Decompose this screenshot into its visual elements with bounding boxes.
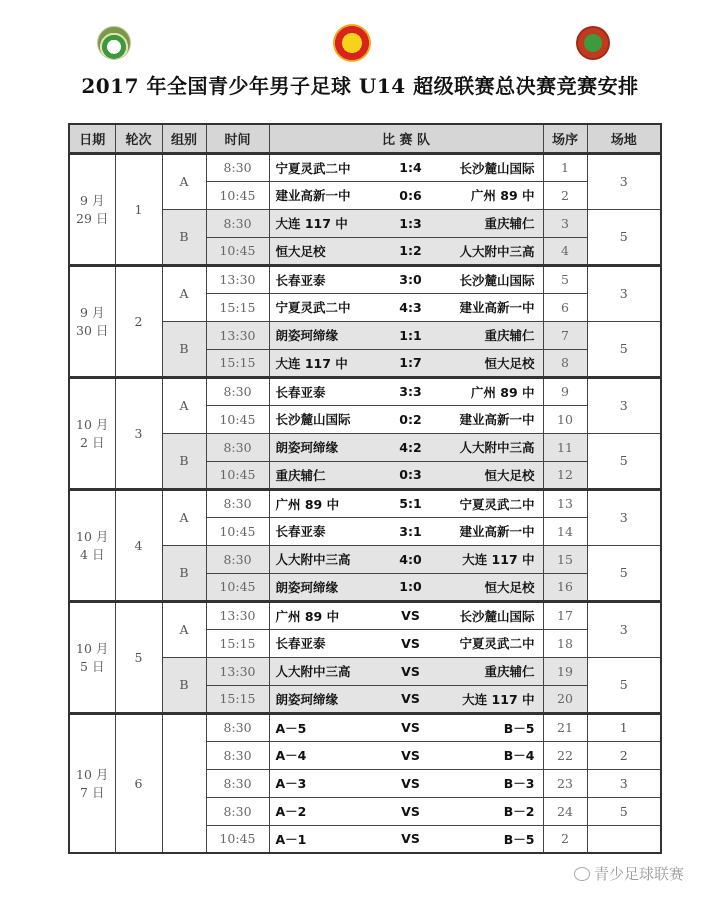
- away-team: 人大附中三高: [459, 243, 535, 259]
- date-day: 7 日: [80, 785, 105, 801]
- col-header-time: 时间: [206, 124, 269, 153]
- time-cell: 8:30: [206, 377, 269, 405]
- home-team: 大连 117 中: [275, 216, 348, 231]
- round-cell: 6: [115, 713, 162, 853]
- match-score: 3:3: [399, 384, 422, 399]
- home-team: A－2: [275, 804, 307, 819]
- venue-cell: 3: [587, 265, 661, 321]
- away-team: 长沙麓山国际: [459, 272, 535, 288]
- round-cell: 4: [115, 489, 162, 601]
- table-row: [69, 377, 661, 405]
- group-cell: A: [162, 601, 206, 657]
- time-cell: 10:45: [206, 825, 269, 853]
- match-teams: [270, 607, 543, 625]
- group-cell: A: [162, 489, 206, 545]
- match-teams: [270, 383, 543, 401]
- away-team: 恒大足校: [484, 355, 535, 371]
- time-cell: 10:45: [206, 573, 269, 601]
- match-teams: [270, 830, 543, 848]
- seq-cell: 8: [543, 349, 587, 377]
- time-cell: 13:30: [206, 601, 269, 629]
- away-team: B－2: [503, 804, 535, 819]
- venue-cell: 3: [587, 153, 661, 209]
- time-cell: 13:30: [206, 657, 269, 685]
- match-score: 1:7: [399, 355, 422, 370]
- match-teams: [270, 326, 543, 344]
- away-team: 广州 89 中: [470, 384, 535, 400]
- group-cell: [162, 713, 206, 853]
- match-teams: [270, 578, 543, 596]
- col-header-venue: 场地: [587, 124, 661, 153]
- time-cell: 10:45: [206, 405, 269, 433]
- date-cell: [69, 713, 115, 853]
- venue-cell: 5: [587, 321, 661, 377]
- match-cell: [269, 209, 543, 237]
- match-cell: [269, 769, 543, 797]
- home-team: 宁夏灵武二中: [275, 160, 351, 176]
- away-team: 建业高新一中: [459, 524, 535, 539]
- watermark-text: 青少足球联赛: [594, 865, 685, 883]
- match-score: VS: [401, 775, 420, 791]
- seq-cell: 17: [543, 601, 587, 629]
- date-month: 10 月: [76, 767, 109, 783]
- home-team: 朗姿珂缔缘: [275, 328, 339, 343]
- seq-cell: 14: [543, 517, 587, 545]
- away-team: 大连 117 中: [462, 552, 535, 567]
- date-cell: [69, 377, 115, 489]
- col-header-match: 比 赛 队: [269, 124, 543, 153]
- match-cell: [269, 489, 543, 517]
- col-header-date: 日期: [69, 124, 115, 153]
- home-team: 广州 89 中: [275, 496, 340, 512]
- match-score: VS: [401, 691, 420, 706]
- seq-cell: 1: [543, 153, 587, 181]
- away-team: 宁夏灵武二中: [459, 636, 535, 651]
- match-cell: [269, 349, 543, 377]
- time-cell: 8:30: [206, 209, 269, 237]
- date-month: 10 月: [76, 529, 109, 544]
- match-teams: [270, 298, 543, 316]
- home-team: 朗姿珂缔缘: [275, 691, 339, 707]
- home-team: 朗姿珂缔缘: [275, 579, 339, 595]
- seq-cell: 21: [543, 713, 587, 741]
- seq-cell: 11: [543, 433, 587, 461]
- match-teams: [270, 159, 543, 177]
- match-score: 1:1: [399, 327, 422, 343]
- seq-cell: 3: [543, 209, 587, 237]
- time-cell: 8:30: [206, 741, 269, 769]
- match-score: 1:4: [399, 160, 422, 175]
- time-cell: 15:15: [206, 629, 269, 657]
- match-cell: [269, 601, 543, 629]
- home-team: 长春亚泰: [275, 384, 326, 400]
- home-team: 人大附中三高: [275, 664, 351, 679]
- home-team: 大连 117 中: [275, 355, 348, 371]
- match-cell: [269, 825, 543, 853]
- seq-cell: 23: [543, 769, 587, 797]
- home-team: 重庆辅仁: [275, 467, 326, 483]
- home-team: 广州 89 中: [275, 608, 340, 624]
- away-team: 长沙麓山国际: [459, 160, 535, 176]
- match-teams: [270, 271, 543, 289]
- seq-cell: 15: [543, 545, 587, 573]
- col-header-round: 轮次: [115, 124, 162, 153]
- venue-cell: 5: [587, 545, 661, 601]
- venue-cell: 3: [587, 769, 661, 797]
- home-team: 建业高新一中: [275, 188, 351, 203]
- match-teams: [270, 802, 543, 820]
- home-team: 长春亚泰: [275, 636, 326, 651]
- home-team: 长春亚泰: [275, 272, 326, 288]
- group-cell: B: [162, 433, 206, 489]
- away-team: 广州 89 中: [470, 188, 535, 203]
- venue-cell: 5: [587, 657, 661, 713]
- table-row: [69, 713, 661, 741]
- seq-cell: 7: [543, 321, 587, 349]
- seq-cell: 24: [543, 797, 587, 825]
- date-month: 10 月: [76, 641, 109, 656]
- away-team: 建业高新一中: [459, 300, 535, 315]
- match-cell: [269, 517, 543, 545]
- match-teams: [270, 550, 543, 568]
- match-cell: [269, 321, 543, 349]
- away-team: 长沙麓山国际: [459, 608, 535, 624]
- venue-cell: 5: [587, 433, 661, 489]
- match-teams: [270, 242, 543, 260]
- time-cell: 8:30: [206, 433, 269, 461]
- seq-cell: 2: [543, 181, 587, 209]
- home-team: A－5: [275, 720, 307, 736]
- home-team: A－1: [275, 831, 307, 847]
- venue-cell: 3: [587, 601, 661, 657]
- away-team: 重庆辅仁: [484, 328, 535, 343]
- match-score: 0:3: [399, 467, 422, 482]
- match-teams: [270, 214, 543, 232]
- match-score: VS: [401, 831, 420, 847]
- away-team: 重庆辅仁: [484, 664, 535, 679]
- match-cell: [269, 741, 543, 769]
- match-cell: [269, 797, 543, 825]
- date-day: 5 日: [80, 659, 105, 674]
- seq-cell: 6: [543, 293, 587, 321]
- date-day: 30 日: [76, 323, 109, 338]
- time-cell: 10:45: [206, 517, 269, 545]
- youth-league-logo: [576, 26, 610, 60]
- group-cell: B: [162, 209, 206, 265]
- seq-cell: 9: [543, 377, 587, 405]
- date-cell: [69, 601, 115, 713]
- seq-cell: 20: [543, 685, 587, 713]
- match-score: 1:3: [399, 215, 422, 231]
- venue-cell: 2: [587, 741, 661, 769]
- match-teams: [270, 466, 543, 484]
- away-team: B－5: [503, 831, 535, 847]
- seq-cell: 18: [543, 629, 587, 657]
- match-score: VS: [401, 635, 420, 651]
- match-teams: [270, 774, 543, 792]
- time-cell: 8:30: [206, 713, 269, 741]
- match-score: VS: [401, 747, 420, 763]
- match-teams: [270, 634, 543, 652]
- date-day: 2 日: [80, 435, 105, 450]
- time-cell: 8:30: [206, 489, 269, 517]
- match-teams: [270, 690, 543, 708]
- venue-cell: 3: [587, 489, 661, 545]
- group-cell: B: [162, 545, 206, 601]
- date-month: 9 月: [80, 193, 105, 208]
- match-score: VS: [401, 663, 420, 679]
- match-score: 4:2: [399, 439, 422, 455]
- time-cell: 8:30: [206, 797, 269, 825]
- time-cell: 13:30: [206, 321, 269, 349]
- watermark: [572, 863, 686, 884]
- round-cell: 5: [115, 601, 162, 713]
- group-cell: A: [162, 265, 206, 321]
- match-teams: [270, 719, 543, 737]
- seq-cell: 19: [543, 657, 587, 685]
- venue-cell: 3: [587, 377, 661, 433]
- match-teams: [270, 662, 543, 680]
- cfa-logo: [97, 26, 131, 60]
- home-team: 长沙麓山国际: [275, 412, 351, 427]
- date-day: 4 日: [80, 547, 105, 562]
- match-score: 0:2: [399, 411, 422, 427]
- match-teams: [270, 410, 543, 428]
- home-team: A－3: [275, 776, 307, 791]
- match-score: VS: [401, 720, 420, 735]
- time-cell: 10:45: [206, 181, 269, 209]
- wechat-icon: [574, 867, 590, 881]
- date-cell: [69, 265, 115, 377]
- match-cell: [269, 685, 543, 713]
- away-team: B－4: [503, 748, 535, 763]
- home-team: 朗姿珂缔缘: [275, 440, 339, 455]
- header-row: [69, 124, 661, 153]
- col-header-seq: 场序: [543, 124, 587, 153]
- match-cell: [269, 573, 543, 601]
- date-cell: [69, 489, 115, 601]
- seq-cell: 5: [543, 265, 587, 293]
- seq-cell: 16: [543, 573, 587, 601]
- time-cell: 13:30: [206, 265, 269, 293]
- home-team: A－4: [275, 748, 307, 763]
- match-score: 1:2: [399, 243, 422, 258]
- time-cell: 8:30: [206, 153, 269, 181]
- match-score: 4:0: [399, 551, 422, 567]
- match-cell: [269, 293, 543, 321]
- venue-cell: 5: [587, 209, 661, 265]
- away-team: 恒大足校: [484, 579, 535, 595]
- away-team: 建业高新一中: [459, 412, 535, 427]
- match-cell: [269, 461, 543, 489]
- time-cell: 15:15: [206, 685, 269, 713]
- home-team: 宁夏灵武二中: [275, 300, 351, 315]
- col-header-group: 组别: [162, 124, 206, 153]
- home-team: 人大附中三高: [275, 552, 351, 567]
- venue-cell: [587, 825, 661, 853]
- time-cell: 10:45: [206, 237, 269, 265]
- match-score: 3:1: [399, 523, 422, 539]
- match-cell: [269, 545, 543, 573]
- match-score: 5:1: [399, 496, 422, 511]
- match-score: VS: [401, 608, 420, 623]
- schedule-table: [68, 123, 662, 854]
- seq-cell: 22: [543, 741, 587, 769]
- away-team: B－3: [503, 776, 535, 791]
- time-cell: 15:15: [206, 293, 269, 321]
- away-team: 恒大足校: [484, 467, 535, 483]
- match-cell: [269, 657, 543, 685]
- match-teams: [270, 438, 543, 456]
- group-cell: A: [162, 153, 206, 209]
- round-cell: 2: [115, 265, 162, 377]
- match-cell: [269, 377, 543, 405]
- round-cell: 1: [115, 153, 162, 265]
- seq-cell: 10: [543, 405, 587, 433]
- time-cell: 8:30: [206, 545, 269, 573]
- match-teams: [270, 354, 543, 372]
- match-score: 4:3: [399, 299, 422, 315]
- match-teams: [270, 746, 543, 764]
- match-cell: [269, 405, 543, 433]
- match-score: 0:6: [399, 187, 422, 203]
- seq-cell: 4: [543, 237, 587, 265]
- date-day: 29 日: [76, 211, 109, 226]
- match-score: 3:0: [399, 272, 422, 287]
- table-row: [69, 153, 661, 181]
- seq-cell: 12: [543, 461, 587, 489]
- page-title: 2017 年全国青少年男子足球 U14 超级联赛总决赛竞赛安排: [81, 74, 639, 98]
- table-row: [69, 489, 661, 517]
- time-cell: 10:45: [206, 461, 269, 489]
- away-team: B－5: [503, 720, 535, 736]
- match-cell: [269, 237, 543, 265]
- youth-sports-logo: [333, 24, 371, 62]
- match-teams: [270, 522, 543, 540]
- time-cell: 8:30: [206, 769, 269, 797]
- match-teams: [270, 495, 543, 513]
- date-month: 9 月: [80, 305, 105, 320]
- round-cell: 3: [115, 377, 162, 489]
- group-cell: B: [162, 321, 206, 377]
- away-team: 大连 117 中: [462, 691, 535, 707]
- venue-cell: 5: [587, 797, 661, 825]
- away-team: 重庆辅仁: [484, 216, 535, 231]
- date-cell: [69, 153, 115, 265]
- date-month: 10 月: [76, 417, 109, 432]
- match-cell: [269, 265, 543, 293]
- seq-cell: 13: [543, 489, 587, 517]
- seq-cell: 2: [543, 825, 587, 853]
- match-cell: [269, 629, 543, 657]
- home-team: 恒大足校: [275, 243, 326, 259]
- group-cell: A: [162, 377, 206, 433]
- match-cell: [269, 181, 543, 209]
- match-score: 1:0: [399, 579, 422, 594]
- time-cell: 15:15: [206, 349, 269, 377]
- schedule-body: [69, 153, 661, 853]
- match-teams: [270, 186, 543, 204]
- away-team: 宁夏灵武二中: [459, 496, 535, 512]
- match-score: VS: [401, 803, 420, 819]
- venue-cell: 1: [587, 713, 661, 741]
- table-row: [69, 601, 661, 629]
- match-cell: [269, 433, 543, 461]
- match-cell: [269, 153, 543, 181]
- match-cell: [269, 713, 543, 741]
- home-team: 长春亚泰: [275, 524, 326, 539]
- away-team: 人大附中三高: [459, 440, 535, 455]
- table-row: [69, 265, 661, 293]
- group-cell: B: [162, 657, 206, 713]
